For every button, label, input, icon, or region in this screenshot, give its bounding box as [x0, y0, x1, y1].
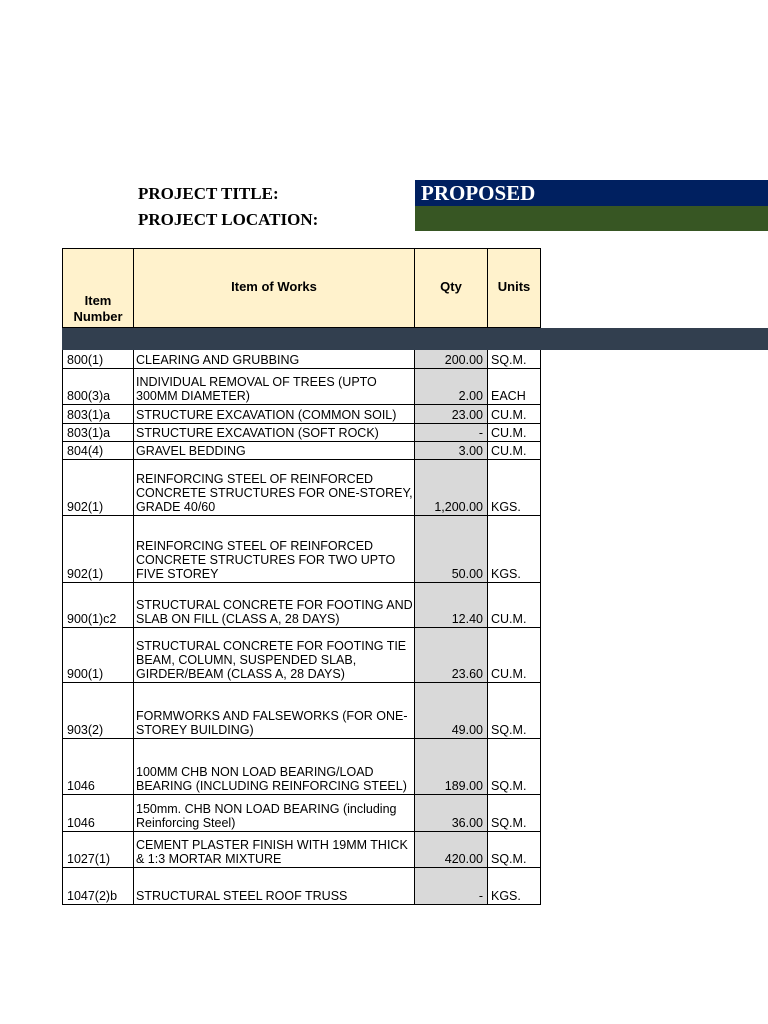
unit-cell: KGS. [487, 516, 541, 582]
qty-cell: 3.00 [414, 442, 487, 459]
table-row [62, 516, 541, 583]
qty-cell: 50.00 [414, 516, 487, 582]
header-units-label: Units [497, 279, 531, 294]
item-description-cell [133, 739, 414, 794]
item-description-text: FORMWORKS AND FALSEWORKS (FOR ONE-STOREY BUILDING) [136, 709, 408, 737]
qty-cell: 49.00 [414, 683, 487, 738]
unit-cell: EACH [487, 369, 541, 404]
table-row [62, 460, 541, 516]
table-row [62, 628, 541, 683]
table-row [62, 424, 541, 442]
item-description-text: REINFORCING STEEL OF REINFORCED CONCRETE STRUCTURES FOR TWO UPTO FIVE STOREY [136, 539, 396, 581]
table-row [62, 405, 541, 424]
project-location-label: PROJECT LOCATION: [138, 210, 319, 229]
item-description-text: REINFORCING STEEL OF REINFORCED CONCRETE STRUCTURES FOR ONE-STOREY, GRADE 40/60 [136, 472, 413, 514]
item-number-cell: 902(1) [62, 516, 133, 582]
item-description-cell [133, 424, 414, 441]
item-description-cell [133, 583, 414, 627]
table-row [62, 583, 541, 628]
unit-cell: CU.M. [487, 424, 541, 441]
table-row [62, 683, 541, 739]
header-item-number [62, 248, 134, 328]
item-number-cell: 902(1) [62, 460, 133, 515]
item-number-cell: 903(2) [62, 683, 133, 738]
item-description-cell [133, 832, 414, 867]
item-description-cell [133, 350, 414, 368]
qty-cell: 23.60 [414, 628, 487, 682]
table-row [62, 369, 541, 405]
qty-cell: 36.00 [414, 795, 487, 831]
header-qty [414, 248, 488, 328]
item-description-cell [133, 795, 414, 831]
item-description-text: STRUCTURE EXCAVATION (COMMON SOIL) [136, 408, 397, 422]
item-description-text: 150mm. CHB NON LOAD BEARING (including Reinforcing Steel) [136, 802, 397, 830]
header-item-of-works [133, 248, 415, 328]
unit-cell: KGS. [487, 868, 541, 904]
qty-cell: 12.40 [414, 583, 487, 627]
item-number-cell: 1047(2)b [62, 868, 133, 904]
item-description-text: STRUCTURAL CONCRETE FOR FOOTING AND SLAB ON FILL (CLASS A, 28 DAYS) [136, 598, 413, 626]
item-number-cell: 800(1) [62, 350, 133, 368]
item-description-text: CEMENT PLASTER FINISH WITH 19MM THICK & 1:3 MORTAR MIXTURE [136, 838, 408, 866]
item-description-cell [133, 516, 414, 582]
qty-cell: - [414, 424, 487, 441]
item-description-text: GRAVEL BEDDING [136, 444, 246, 458]
unit-cell: SQ.M. [487, 832, 541, 867]
unit-cell: SQ.M. [487, 795, 541, 831]
section-divider-band [62, 328, 768, 350]
item-number-cell: 803(1)a [62, 405, 133, 423]
table-row [62, 739, 541, 795]
unit-cell: SQ.M. [487, 683, 541, 738]
item-description-cell [133, 405, 414, 423]
item-number-cell: 1046 [62, 739, 133, 794]
item-number-cell: 1046 [62, 795, 133, 831]
item-description-text: STRUCTURE EXCAVATION (SOFT ROCK) [136, 426, 379, 440]
unit-cell: SQ.M. [487, 739, 541, 794]
item-description-cell [133, 868, 414, 904]
unit-cell: SQ.M. [487, 350, 541, 368]
project-title-label: PROJECT TITLE: [138, 184, 279, 203]
item-number-cell: 900(1)c2 [62, 583, 133, 627]
item-description-cell [133, 442, 414, 459]
table-row [62, 868, 541, 905]
unit-cell: KGS. [487, 460, 541, 515]
table-row [62, 350, 541, 369]
qty-cell: 1,200.00 [414, 460, 487, 515]
item-description-cell [133, 460, 414, 515]
item-description-cell [133, 628, 414, 682]
table-row [62, 832, 541, 868]
item-description-text: CLEARING AND GRUBBING [136, 353, 300, 367]
item-number-cell: 800(3)a [62, 369, 133, 404]
unit-cell: CU.M. [487, 405, 541, 423]
header-item-of-works-label: Item of Works [231, 279, 317, 294]
header-units [487, 248, 541, 328]
qty-cell: 23.00 [414, 405, 487, 423]
unit-cell: CU.M. [487, 628, 541, 682]
unit-cell: CU.M. [487, 442, 541, 459]
item-number-cell: 900(1) [62, 628, 133, 682]
item-description-text: STRUCTURAL STEEL ROOF TRUSS [136, 889, 348, 903]
bill-of-quantities-table [62, 350, 541, 905]
item-description-cell [133, 369, 414, 404]
item-description-text: 100MM CHB NON LOAD BEARING/LOAD BEARING (INCLUDING REINFORCING STEEL) [136, 765, 407, 793]
header-qty-label: Qty [440, 279, 462, 294]
item-number-cell: 804(4) [62, 442, 133, 459]
qty-cell: - [414, 868, 487, 904]
item-description-cell [133, 683, 414, 738]
qty-cell: 420.00 [414, 832, 487, 867]
unit-cell: CU.M. [487, 583, 541, 627]
project-location-banner [415, 206, 768, 231]
item-number-cell: 803(1)a [62, 424, 133, 441]
item-number-cell: 1027(1) [62, 832, 133, 867]
table-row [62, 442, 541, 460]
qty-cell: 200.00 [414, 350, 487, 368]
table-row [62, 795, 541, 832]
header-item-number-label: Item Number [73, 293, 123, 324]
item-description-text: INDIVIDUAL REMOVAL OF TREES (UPTO 300MM DIAMETER) [136, 375, 377, 403]
qty-cell: 189.00 [414, 739, 487, 794]
qty-cell: 2.00 [414, 369, 487, 404]
item-description-text: STRUCTURAL CONCRETE FOR FOOTING TIE BEAM, COLUMN, SUSPENDED SLAB, GIRDER/BEAM (CLASS A, 28 DAYS) [136, 639, 407, 681]
project-title-banner: PROPOSED [415, 180, 768, 206]
